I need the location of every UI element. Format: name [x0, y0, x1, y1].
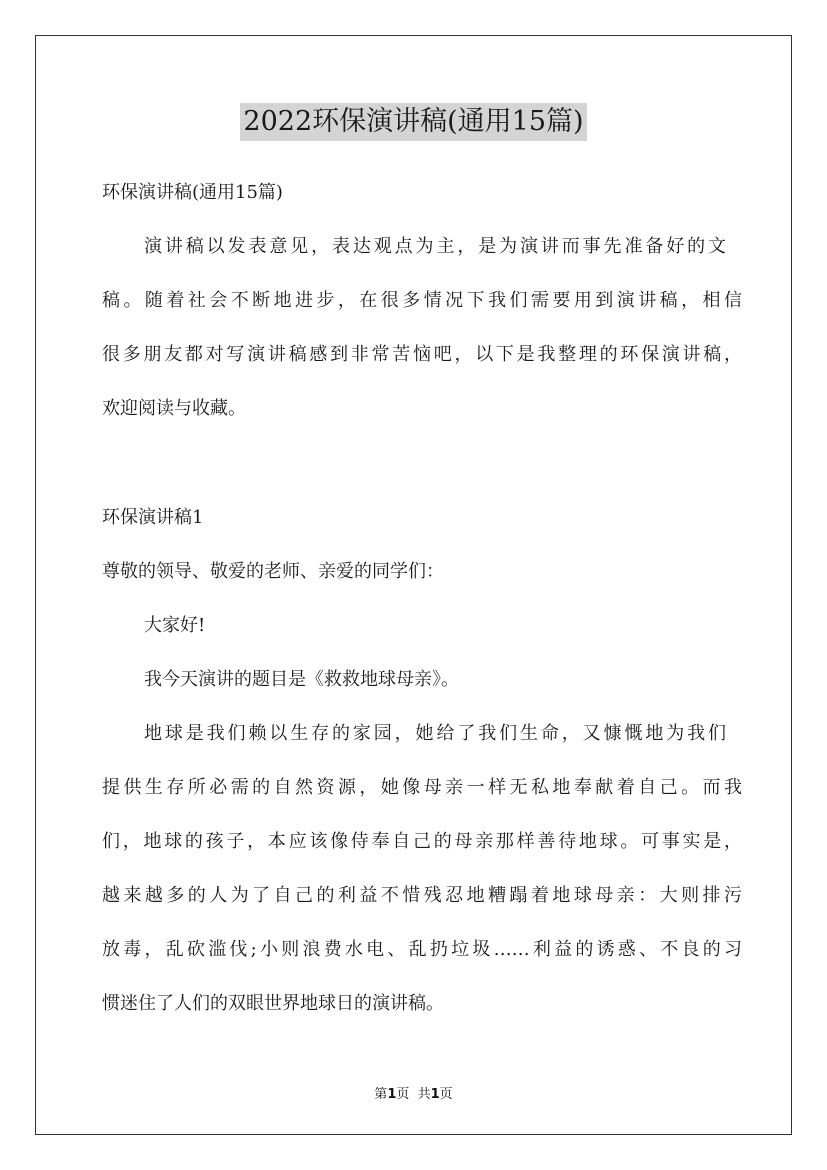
intro-line-3: 很多朋友都对写演讲稿感到非常苦恼吧，以下是我整理的环保演讲稿，	[102, 344, 742, 365]
footer-page-prefix: 第	[374, 1087, 388, 1102]
intro-line-4: 欢迎阅读与收藏。	[102, 398, 246, 419]
topic-line: 我今天演讲的题目是《救救地球母亲》。	[144, 669, 459, 690]
body-line-3: 们，地球的孩子，本应该像侍奉自己的母亲那样善待地球。可事实是，	[102, 831, 742, 852]
title-container	[0, 103, 827, 141]
salutation: 尊敬的领导、敬爱的老师、亲爱的同学们：	[102, 561, 444, 582]
intro-line-1: 演讲稿以发表意见，表达观点为主，是为演讲而事先准备好的文	[144, 236, 726, 257]
body-line-5: 放毒，乱砍滥伐;小则浪费水电、乱扔垃圾……利益的诱惑、不良的习	[102, 939, 742, 960]
footer-page-current: 1	[387, 1087, 397, 1102]
greeting: 大家好!	[144, 615, 206, 636]
footer-page-suffix: 页	[439, 1087, 453, 1102]
body-line-2: 提供生存所必需的自然资源，她像母亲一样无私地奉献着自己。而我	[102, 777, 742, 798]
page-footer	[0, 1083, 827, 1102]
document-title: 2022环保演讲稿(通用15篇)	[240, 103, 586, 141]
body-line-6: 惯迷住了人们的双眼世界地球日的演讲稿。	[102, 993, 444, 1014]
footer-page-total: 1	[430, 1087, 440, 1102]
intro-line-2: 稿。随着社会不断地进步，在很多情况下我们需要用到演讲稿，相信	[102, 290, 742, 311]
body-line-4: 越来越多的人为了自己的利益不惜残忍地糟蹋着地球母亲：大则排污	[102, 885, 742, 906]
footer-page-mid: 页 共	[396, 1087, 431, 1102]
subtitle: 环保演讲稿(通用15篇)	[102, 182, 283, 203]
section-heading: 环保演讲稿1	[102, 507, 204, 528]
body-line-1: 地球是我们赖以生存的家园，她给了我们生命，又慷慨地为我们	[144, 723, 726, 744]
